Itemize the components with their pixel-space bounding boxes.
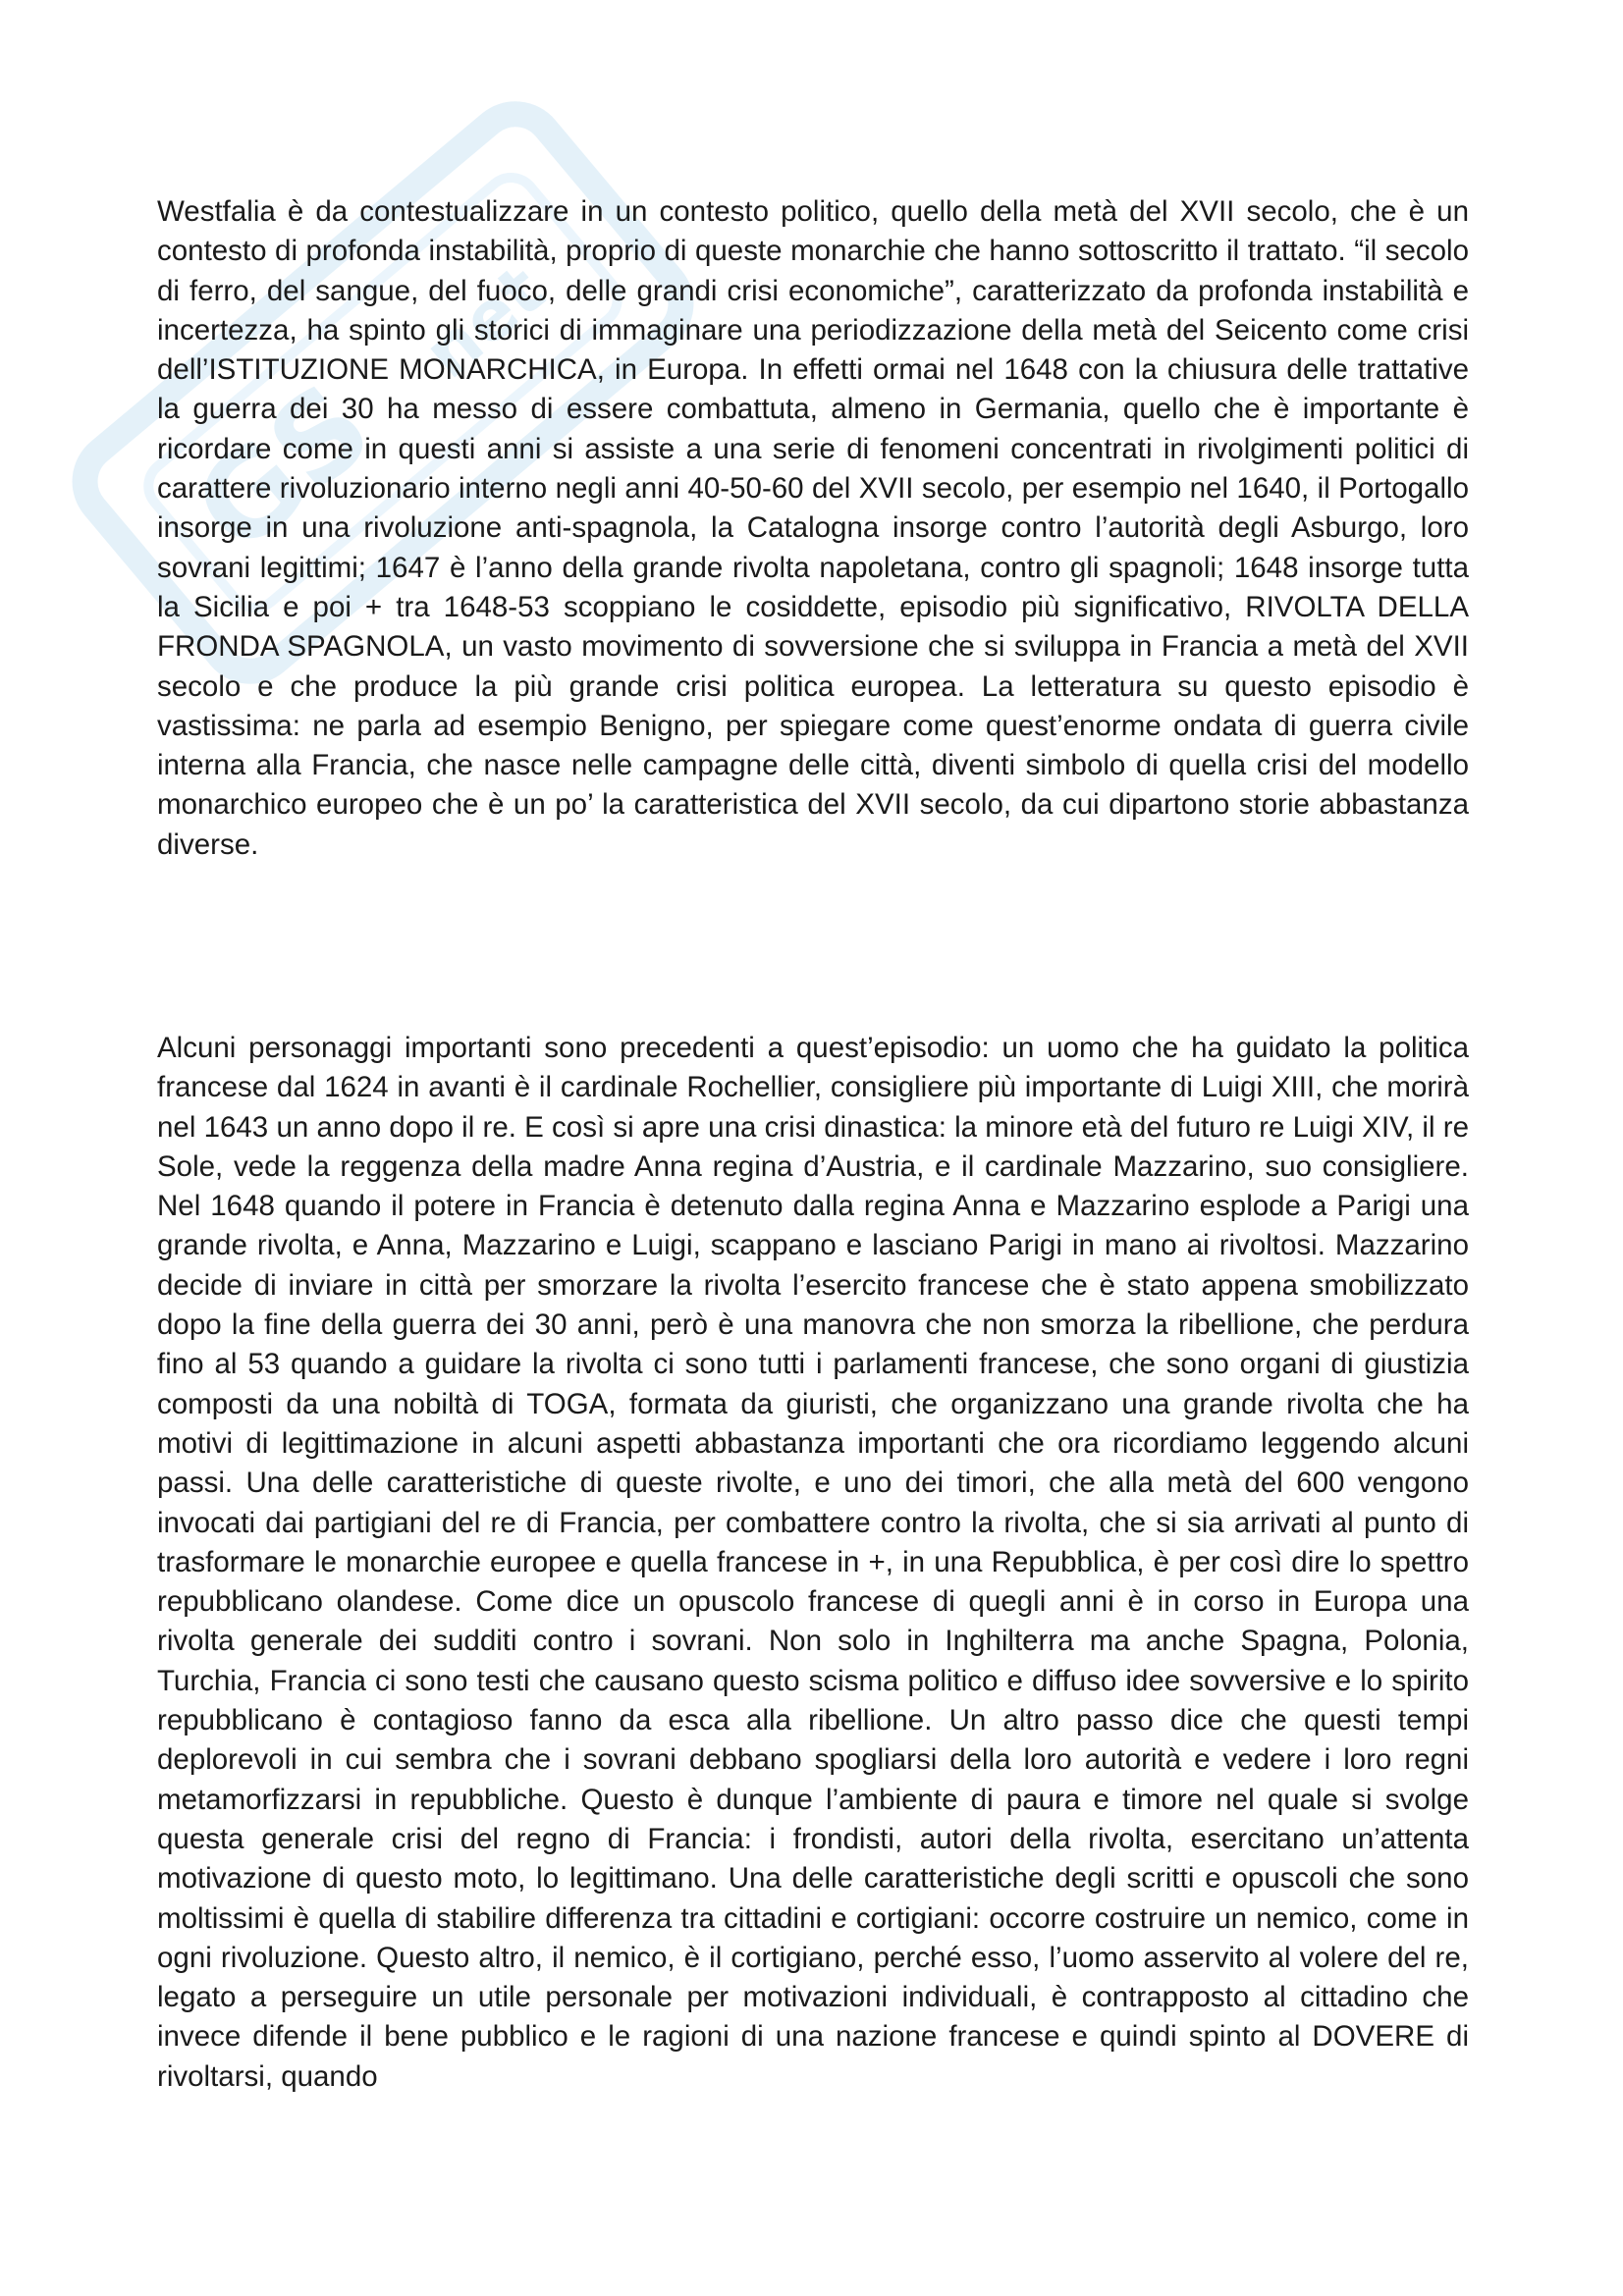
watermark-text: GS <box>170 358 398 580</box>
paragraph-2: Alcuni personaggi importanti sono precedenti a quest’episodio: un uomo che ha guidato la politica francese dal 1624 in avanti è il cardinale Rochellier, consigliere più importante di Luigi XIII, che morirà nel 1643 un anno dopo il re. E così si apre una crisi dinastica: la minore età del futuro re Luigi XIV, il re Sole, vede la reggenza della madre Anna regina d’Austria, e il cardinale Mazzarino, suo consigliere. Nel 1648 quando il potere in Francia è detenuto dalla regina Anna e Mazzarino esplode a Parigi una grande rivolta, e Anna, Mazzarino e Luigi, scappano e lasciano Parigi in mano ai rivoltosi. Mazzarino decide di inviare in città per smorzare la rivolta l’esercito francese che è stato appena smobilizzato dopo la fine della guerra dei 30 anni, però è una manovra che non smorza la ribellione, che perdura fino al 53 quando a guidare la rivolta ci sono tutti i parlamenti francese, che sono organi di giustizia composti da una nobiltà di TOGA, formata da giuristi, che organizzano una grande rivolta che ha motivi di legittimazione in alcuni aspetti abbastanza importanti che ora ricordiamo leggendo alcuni passi. Una delle caratteristiche di queste rivolte, e uno dei timori, che alla metà del 600 vengono invocati dai partigiani del re di Francia, per combattere contro la rivolta, che si sia arrivati al punto di trasformare le monarchie europee e quella francese in +, in una Repubblica, è per così dire lo spettro repubblicano olandese. Come dice un opuscolo francese di quegli anni è in corso in Europa una rivolta generale dei sudditi contro i sovrani. Non solo in Inghilterra ma anche Spagna, Polonia, Turchia, Francia ci sono testi che causano questo scisma politico e diffuso idee sovversive e lo spirito repubblicano è contagioso fanno da esca alla ribellione. Un altro passo dice che questi tempi deplorevoli in cui sembra che i sovrani debbano spogliarsi della loro autorità e vedere i loro regni metamorfizzarsi in repubbliche. Questo è dunque l’ambiente di paura e timore nel quale si svolge questa generale crisi del regno di Francia: i frondisti, autori della rivolta, esercitano un’attenta motivazione di questo moto, lo legittimano. Una delle caratteristiche degli scritti e opuscoli che sono moltissimi è quella di stabilire differenza tra cittadini e cortigiani: occorre costruire un nemico, come in ogni rivoluzione. Questo altro, il nemico, è il cortigiano, perché esso, l’uomo asservito al volere del re, legato a perseguire un utile personale per motivazioni individuali, è contrapposto al cittadino che invece difende il bene pubblico e le ragioni di una nazione francese e quindi spinto al DOVERE di rivoltarsi, quando <box>157 1032 1469 2093</box>
svg-text:net: net <box>408 249 560 395</box>
paragraph-1: Westfalia è da contestualizzare in un contesto politico, quello della metà del XVII secolo, che è un contesto di profonda instabilità, proprio di queste monarchie che hanno sottoscritto il trattato. “il secolo di ferro, del sangue, del fuoco, delle grandi crisi economiche”, caratterizzato da profonda instabilità e incertezza, ha spinto gli storici di immaginare una periodizzazione della metà del Seicento come crisi dell’ISTITUZIONE MONARCHICA, in Europa. In effetti ormai nel 1648 con la chiusura delle trattative la guerra dei 30 ha messo di essere combattuta, almeno in Germania, quello che è importante è ricordare come in questi anni si assiste a una serie di fenomeni concentrati in rivolgimenti politici di carattere rivoluzionario interno negli anni 40-50-60 del XVII secolo, per esempio nel 1640, il Portogallo insorge in una rivoluzione anti-spagnola, la Catalogna insorge contro l’autorità degli Asburgo, loro sovrani legittimi; 1647 è l’anno della grande rivolta napoletana, contro gli spagnoli; 1648 insorge tutta la Sicilia e poi + tra 1648-53 scoppiano le cosiddette, episodio più significativo, RIVOLTA DELLA FRONDA SPAGNOLA, un vasto movimento di sovversione che si sviluppa in Francia a metà del XVII secolo e che produce la più grande crisi politica europea. La letteratura su questo episodio è vastissima: ne parla ad esempio Benigno, per spiegare come quest’enorme ondata di guerra civile interna alla Francia, che nasce nelle campagne delle città, diventi simbolo di quella crisi del modello monarchico europeo che è un po’ la caratteristica del XVII secolo, da cui dipartono storie abbastanza diverse. <box>157 195 1469 861</box>
